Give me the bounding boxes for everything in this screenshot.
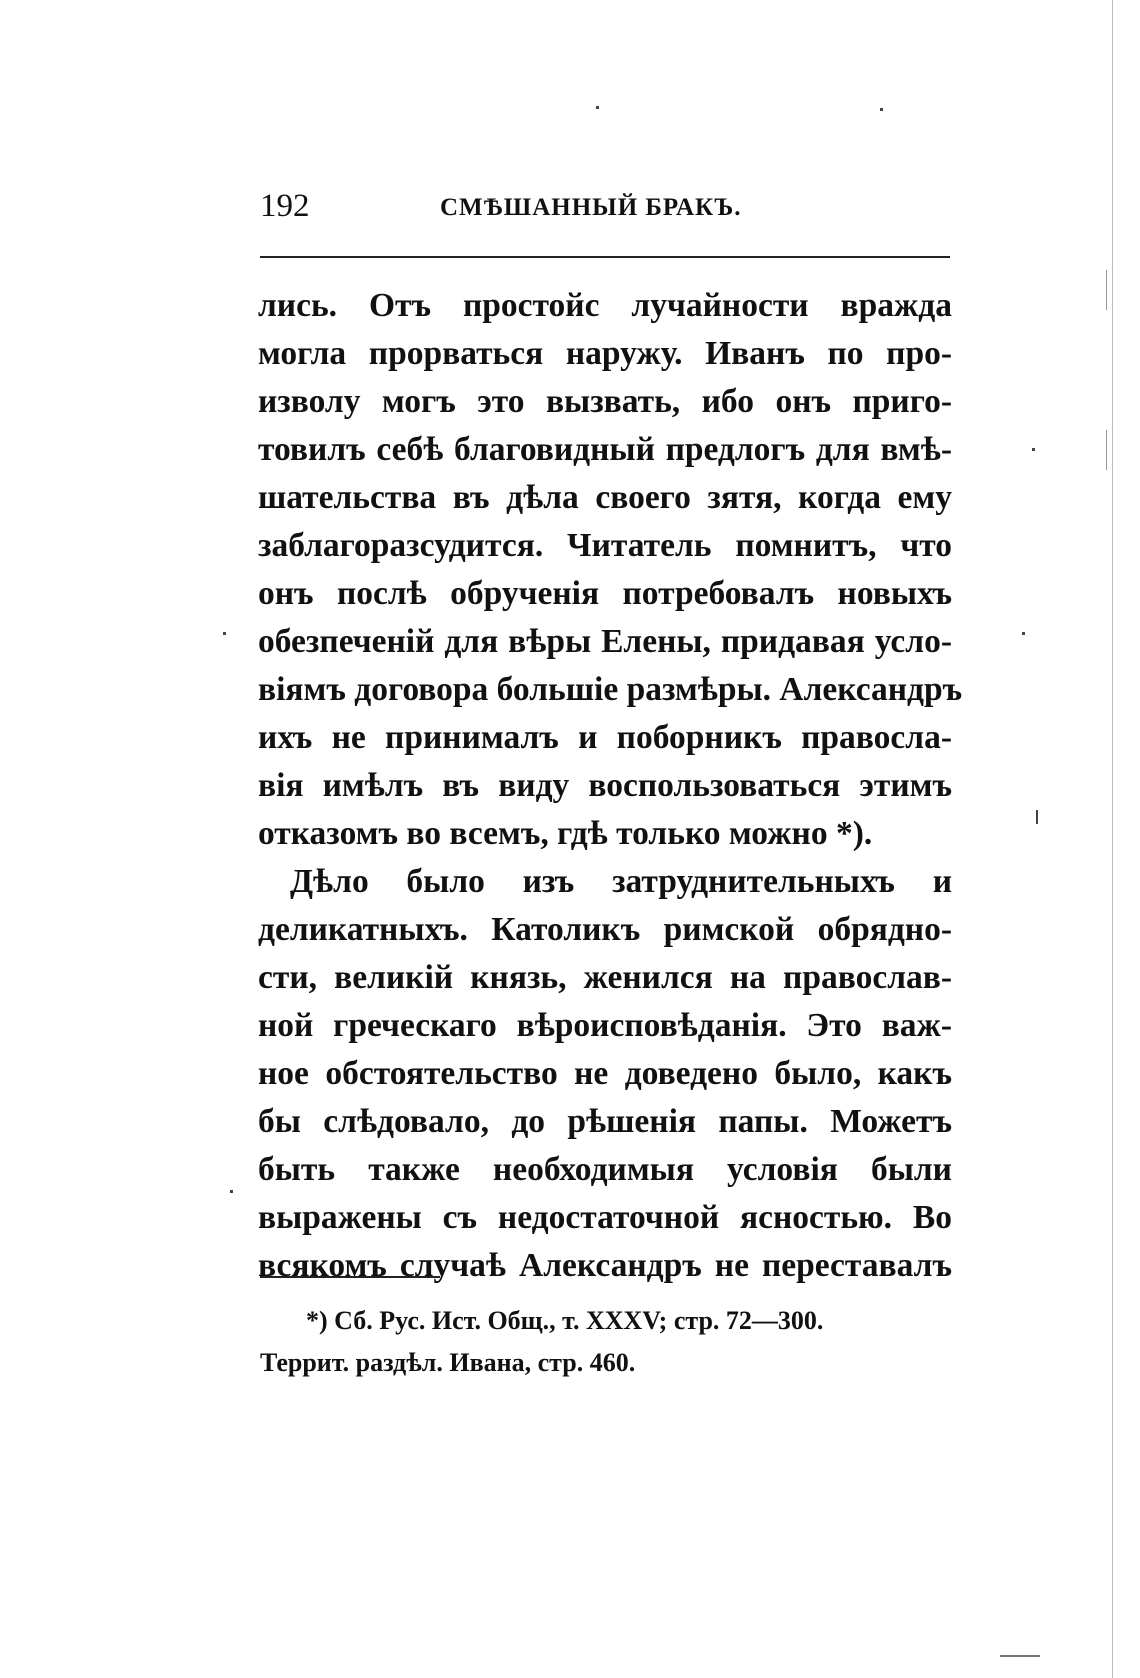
text-line: віямъ договора большіе размѣры. Александръ: [258, 671, 963, 708]
text-line: деликатныхъ. Католикъ римской обрядно-: [258, 911, 952, 948]
text-line: ной греческаго вѣроисповѣданія. Это важ-: [258, 1007, 952, 1044]
text-line: заблагоразсудится. Читатель помнитъ, что: [258, 527, 952, 564]
text-line: вія имѣлъ въ виду воспользоваться этимъ: [258, 767, 952, 804]
page-edge-line: [1106, 430, 1107, 470]
text-line: быть также необходимыя условія были: [258, 1151, 952, 1188]
scan-speck: [880, 108, 883, 111]
footnote-rule: [260, 1276, 440, 1278]
text-line: отказомъ во всемъ, гдѣ только можно *).: [258, 815, 873, 852]
header-rule: [260, 256, 950, 258]
footnote: [260, 1300, 952, 1384]
page-edge-line: [1112, 0, 1113, 1678]
text-line: всякомъ случаѣ Александръ не переставалъ: [258, 1247, 952, 1284]
text-line: шательства въ дѣла своего зятя, когда ему: [258, 479, 952, 516]
scan-speck: [1022, 632, 1025, 635]
page-number: 192: [260, 188, 310, 224]
page-edge-line: [1106, 270, 1107, 310]
scan-speck: [223, 632, 226, 635]
text-line: товилъ себѣ благовидный предлогъ для вмѣ-: [258, 431, 952, 468]
text-line: ное обстоятельство не доведено было, какъ: [258, 1055, 952, 1092]
text-line: сти, великій князь, женился на православ-: [258, 959, 952, 996]
scan-speck: [1036, 810, 1038, 824]
footnote-line: *) Сб. Рус. Ист. Общ., т. XXXV; стр. 72—300.: [306, 1306, 824, 1335]
body-text: [258, 282, 963, 1290]
scan-speck: [1032, 448, 1035, 451]
scan-speck: [1000, 1655, 1040, 1657]
text-line: изволу могъ это вызвать, ибо онъ приго-: [258, 383, 952, 420]
text-line: ихъ не принималъ и поборникъ правосла-: [258, 719, 952, 756]
text-line: лись. Отъ простойс лучайности вражда: [258, 287, 952, 324]
text-line: обезпеченій для вѣры Елены, придавая усло-: [258, 623, 952, 660]
text-line: онъ послѣ обрученія потребовалъ новыхъ: [258, 575, 952, 612]
text-line: бы слѣдовало, до рѣшенія папы. Можетъ: [258, 1103, 952, 1140]
page-header: [260, 188, 950, 238]
text-line: могла прорваться наружу. Иванъ по про-: [258, 335, 952, 372]
scan-speck: [596, 106, 599, 109]
running-title: СМѢШАННЫЙ БРАКЪ.: [440, 194, 742, 221]
text-line: Дѣло было изъ затруднительныхъ и: [290, 863, 952, 900]
footnote-line: Террит. раздѣл. Ивана, стр. 460.: [260, 1348, 636, 1377]
scan-speck: [230, 1190, 233, 1193]
text-line: выражены съ недостаточной ясностью. Во: [258, 1199, 952, 1236]
